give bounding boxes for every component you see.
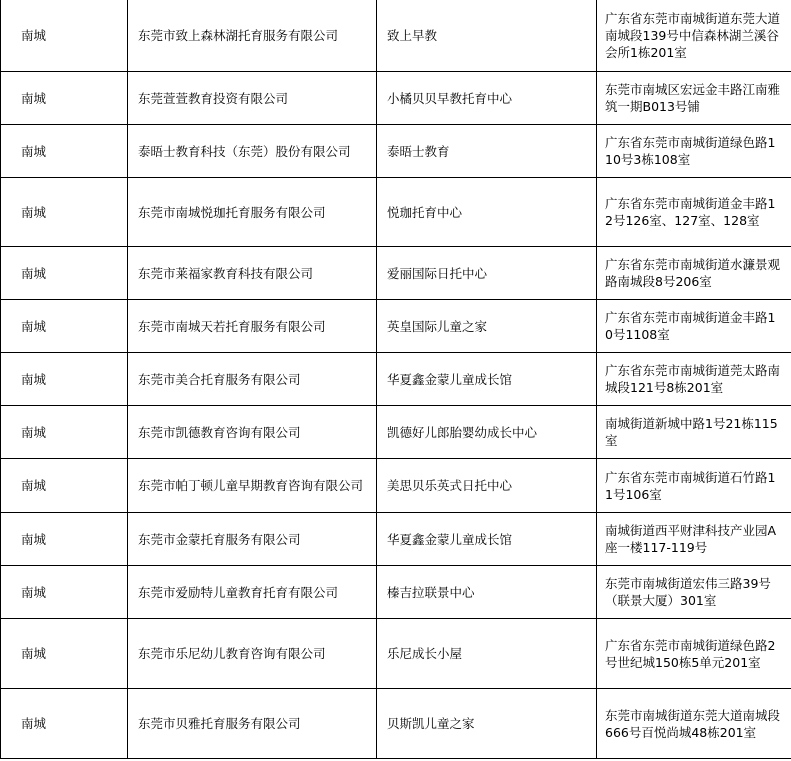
- institution-name-cell: 贝斯凯儿童之家: [377, 689, 597, 759]
- institution-name-cell: 悦珈托育中心: [377, 178, 597, 247]
- area-cell: 南城: [1, 513, 128, 566]
- table-row: [1, 406, 791, 459]
- company-cell: 东莞市南城悦珈托育服务有限公司: [128, 178, 377, 247]
- area-cell: 南城: [1, 125, 128, 178]
- area-cell: 南城: [1, 566, 128, 619]
- institution-name-cell: 华夏鑫金蒙儿童成长馆: [377, 353, 597, 406]
- address-cell: 广东省东莞市南城街道石竹路11号106室: [597, 459, 791, 513]
- institution-name-cell: 美思贝乐英式日托中心: [377, 459, 597, 513]
- company-cell: 东莞市贝雅托育服务有限公司: [128, 689, 377, 759]
- table-row: [1, 178, 791, 247]
- address-cell: 南城街道新城中路1号21栋115室: [597, 406, 791, 459]
- company-cell: 东莞萱萱教育投资有限公司: [128, 72, 377, 125]
- institution-name-cell: 华夏鑫金蒙儿童成长馆: [377, 513, 597, 566]
- address-cell: 东莞市南城街道东莞大道南城段666号百悦尚城48栋201室: [597, 689, 791, 759]
- institution-name-cell: 榛吉拉联景中心: [377, 566, 597, 619]
- area-cell: 南城: [1, 300, 128, 353]
- company-cell: 东莞市莱福家教育科技有限公司: [128, 247, 377, 300]
- table-row: [1, 0, 791, 72]
- table-row: [1, 459, 791, 513]
- table-row: [1, 619, 791, 689]
- institution-name-cell: 小橘贝贝早教托育中心: [377, 72, 597, 125]
- address-cell: 广东省东莞市南城街道金丰路12号126室、127室、128室: [597, 178, 791, 247]
- address-cell: 东莞市南城区宏远金丰路江南雅筑一期B013号铺: [597, 72, 791, 125]
- table-row: [1, 566, 791, 619]
- area-cell: 南城: [1, 619, 128, 689]
- table-row: [1, 125, 791, 178]
- address-cell: 南城街道西平财津科技产业园A座一楼117-119号: [597, 513, 791, 566]
- address-cell: 广东省东莞市南城街道绿色路110号3栋108室: [597, 125, 791, 178]
- area-cell: 南城: [1, 459, 128, 513]
- area-cell: 南城: [1, 689, 128, 759]
- institution-name-cell: 凯德好儿郎胎婴幼成长中心: [377, 406, 597, 459]
- institution-name-cell: 致上早教: [377, 0, 597, 72]
- area-cell: 南城: [1, 353, 128, 406]
- table-row: [1, 689, 791, 759]
- area-cell: 南城: [1, 72, 128, 125]
- area-cell: 南城: [1, 178, 128, 247]
- address-cell: 东莞市南城街道宏伟三路39号（联景大厦）301室: [597, 566, 791, 619]
- area-cell: 南城: [1, 406, 128, 459]
- company-cell: 东莞市乐尼幼儿教育咨询有限公司: [128, 619, 377, 689]
- company-cell: 东莞市爱励特儿童教育托育有限公司: [128, 566, 377, 619]
- institution-name-cell: 乐尼成长小屋: [377, 619, 597, 689]
- address-cell: 广东省东莞市南城街道金丰路10号1108室: [597, 300, 791, 353]
- company-cell: 东莞市金蒙托育服务有限公司: [128, 513, 377, 566]
- address-cell: 广东省东莞市南城街道绿色路2号世纪城150栋5单元201室: [597, 619, 791, 689]
- area-cell: 南城: [1, 247, 128, 300]
- institution-name-cell: 泰晤士教育: [377, 125, 597, 178]
- table-row: [1, 513, 791, 566]
- address-cell: 广东省东莞市南城街道东莞大道南城段139号中信森林湖兰溪谷会所1栋201室: [597, 0, 791, 72]
- company-cell: 东莞市帕丁顿儿童早期教育咨询有限公司: [128, 459, 377, 513]
- company-cell: 东莞市致上森林湖托育服务有限公司: [128, 0, 377, 72]
- company-cell: 东莞市南城天若托育服务有限公司: [128, 300, 377, 353]
- area-cell: 南城: [1, 0, 128, 72]
- address-cell: 广东省东莞市南城街道水濂景观路南城段8号206室: [597, 247, 791, 300]
- address-cell: 广东省东莞市南城街道莞太路南城段121号8栋201室: [597, 353, 791, 406]
- table-row: [1, 72, 791, 125]
- institution-name-cell: 英皇国际儿童之家: [377, 300, 597, 353]
- table-row: [1, 300, 791, 353]
- table-row: [1, 247, 791, 300]
- company-cell: 东莞市美合托育服务有限公司: [128, 353, 377, 406]
- company-cell: 东莞市凯德教育咨询有限公司: [128, 406, 377, 459]
- table-row: [1, 353, 791, 406]
- institution-name-cell: 爱丽国际日托中心: [377, 247, 597, 300]
- company-cell: 泰晤士教育科技（东莞）股份有限公司: [128, 125, 377, 178]
